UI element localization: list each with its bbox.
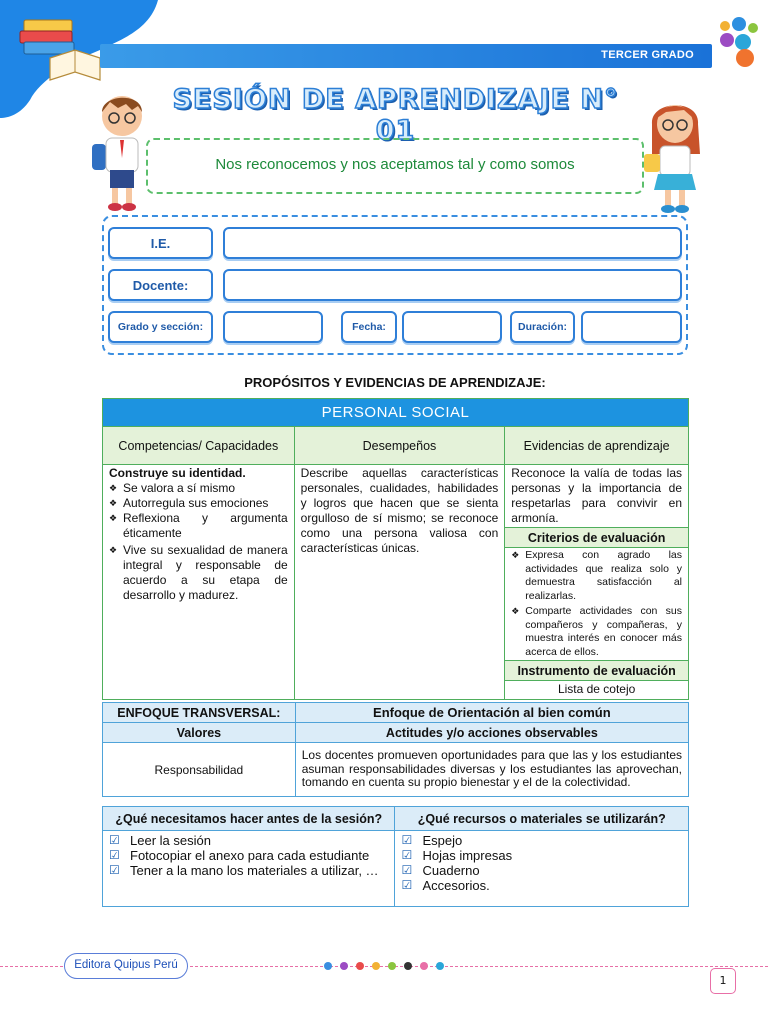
- before-item: ☑ Fotocopiar el anexo para cada estudiante: [103, 848, 388, 863]
- col-competencias: Competencias/ Capacidades: [103, 427, 295, 465]
- resources-list: [395, 833, 682, 893]
- resource-item: ☑ Espejo: [395, 833, 682, 848]
- page-number: 1: [710, 968, 736, 994]
- actitud-cell: Los docentes promueven oportunidades para que las y los estudiantes asuman responsabilidades diversas y los estudiantes las aprovechan, tomando en cuenta su propio bienestar y el de la colectividad.: [295, 743, 688, 797]
- section-title: PROPÓSITOS Y EVIDENCIAS DE APRENDIZAJE:: [244, 375, 546, 390]
- capacidades-list: [109, 481, 288, 603]
- evidencia-text: Reconoce la valía de todas las personas y la importancia de respetarlas para convivir en armonía.: [505, 465, 688, 528]
- col-desempenos: Desempeños: [294, 427, 505, 465]
- page-title: SESIÓN DE APRENDIZAJE N° 01: [172, 84, 619, 146]
- evidencias-cell: [505, 465, 689, 700]
- before-list: [103, 833, 388, 878]
- desempeno-cell: Describe aquellas características personales, cualidades, habilidades y logros que hacen que se sienta orgulloso de sí mismo; se reconoce como una persona valiosa con características únicas.: [294, 465, 505, 700]
- grade-bar: [100, 44, 712, 68]
- resources-header: ¿Qué recursos o materiales se utilizarán?: [395, 807, 689, 831]
- criterios-cell: [505, 548, 688, 661]
- session-subtitle: Nos reconocemos y nos aceptamos tal y como somos: [215, 156, 575, 173]
- enfoque-label: ENFOQUE TRANSVERSAL:: [103, 703, 296, 723]
- before-item: ☑ Tener a la mano los materiales a utilizar, …: [103, 863, 388, 878]
- preparation-table: [102, 806, 689, 907]
- purposes-table: [102, 398, 689, 700]
- subtitle-box: [146, 138, 644, 194]
- col-evidencias: Evidencias de aprendizaje: [505, 427, 689, 465]
- enfoque-table: [102, 702, 689, 797]
- criterios-header: Criterios de evaluación: [505, 528, 688, 548]
- grade-label: TERCER GRADO: [601, 49, 694, 61]
- resource-item: ☑ Hojas impresas: [395, 848, 682, 863]
- before-header: ¿Qué necesitamos hacer antes de la sesión?: [103, 807, 395, 831]
- grado-field[interactable]: [223, 311, 323, 343]
- enfoque-name: Enfoque de Orientación al bien común: [295, 703, 688, 723]
- competencias-cell: [103, 465, 295, 700]
- capacidad-item: ❖ Vive su sexualidad de manera integral y responsable de acuerdo a su etapa de desarrollo y madurez.: [109, 543, 288, 603]
- girl-illustration: [644, 94, 706, 216]
- resource-item: ☑ Cuaderno: [395, 863, 682, 878]
- valores-header: Valores: [103, 723, 296, 743]
- colored-dots-decoration: [715, 16, 765, 68]
- resource-item: ☑ Accesorios.: [395, 878, 682, 893]
- actitudes-header: Actitudes y/o acciones observables: [295, 723, 688, 743]
- duracion-label: Duración:: [510, 311, 575, 343]
- area-header: PERSONAL SOCIAL: [103, 399, 689, 427]
- before-item: ☑ Leer la sesión: [103, 833, 388, 848]
- capacidad-item: ❖ Se valora a sí mismo: [109, 481, 288, 496]
- docente-field[interactable]: [223, 269, 682, 301]
- fecha-label: Fecha:: [341, 311, 397, 343]
- criterio-item: ❖ Comparte actividades con sus compañeros y compañeras, y muestra interés en conocer más acerca de ellos.: [511, 605, 682, 659]
- balloons-decoration: [322, 958, 446, 978]
- before-cell: [103, 831, 395, 907]
- instrumento-header: Instrumento de evaluación: [505, 661, 688, 681]
- instrumento-text: Lista de cotejo: [557, 682, 636, 696]
- ie-field[interactable]: [223, 227, 682, 259]
- resources-cell: [395, 831, 689, 907]
- criterios-list: [511, 549, 682, 659]
- duracion-field[interactable]: [581, 311, 682, 343]
- valor-cell: Responsabilidad: [103, 743, 296, 797]
- grado-label: Grado y sección:: [108, 311, 213, 343]
- criterio-item: ❖ Expresa con agrado las actividades que realiza solo y demuestra satisfacción al realizarlas.: [511, 549, 682, 603]
- competencia-title: Construye su identidad.: [109, 466, 246, 480]
- publisher-badge: Editora Quipus Perú: [64, 953, 188, 979]
- capacidad-item: ❖ Autorregula sus emociones: [109, 496, 288, 511]
- capacidad-item: ❖ Reflexiona y argumenta éticamente: [109, 511, 288, 541]
- docente-label: Docente:: [108, 269, 213, 301]
- ie-label: I.E.: [108, 227, 213, 259]
- fecha-field[interactable]: [402, 311, 502, 343]
